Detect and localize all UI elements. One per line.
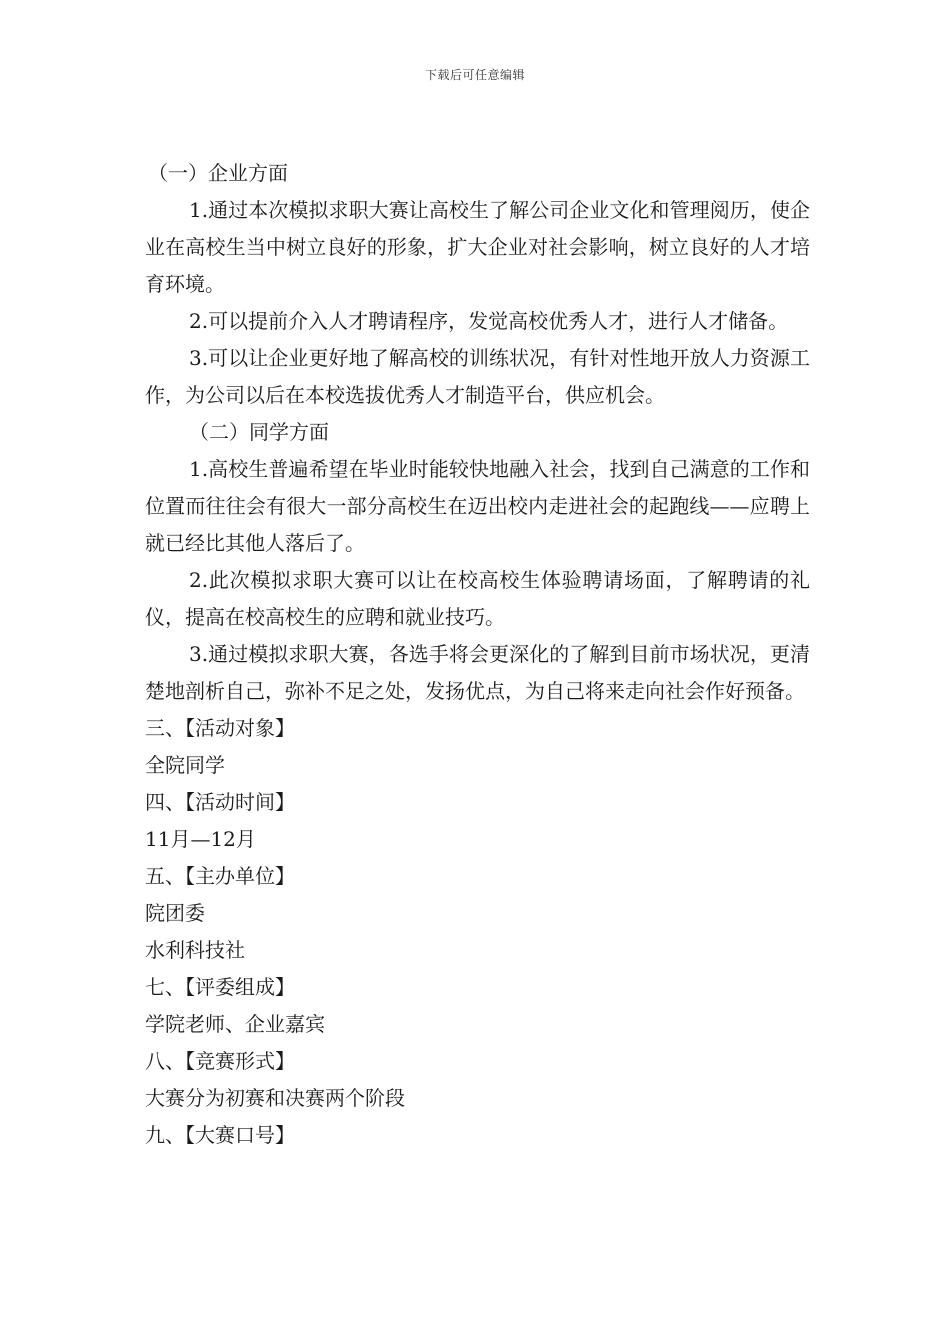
paragraph-enterprise-1: 1.通过本次模拟求职大赛让高校生了解公司企业文化和管理阅历，使企业在高校生当中树立良好的形象，扩大企业对社会影响，树立良好的人才培育环境。 [145, 198, 810, 296]
section-heading-student: （二）同学方面 [189, 420, 329, 444]
document-body [145, 155, 810, 1154]
heading-activity-target: 三、【活动对象】 [145, 716, 295, 740]
section-heading-enterprise: （一）企业方面 [148, 161, 288, 185]
paragraph-student-2: 2.此次模拟求职大赛可以让在校高校生体验聘请场面，了解聘请的礼仪，提高在校高校生的应聘和就业技巧。 [145, 568, 810, 629]
heading-activity-time: 四、【活动时间】 [145, 790, 295, 814]
heading-slogan: 九、【大赛口号】 [145, 1123, 295, 1147]
heading-competition-format: 八、【竞赛形式】 [145, 1049, 295, 1073]
page-header-note: 下载后可任意编辑 [424, 68, 525, 82]
value-host-unit-1: 院团委 [145, 901, 205, 925]
paragraph-student-1: 1.高校生普遍希望在毕业时能较快地融入社会，找到自己满意的工作和位置而往往会有很大一部分高校生在迈出校内走进社会的起跑线——应聘上就已经比其他人落后了。 [145, 457, 810, 555]
paragraph-enterprise-3: 3.可以让企业更好地了解高校的训练状况，有针对性地开放人力资源工作，为公司以后在本校选拔优秀人才制造平台，供应机会。 [145, 346, 810, 407]
value-host-unit-2: 水利科技社 [145, 938, 245, 962]
heading-host-unit: 五、【主办单位】 [145, 864, 295, 888]
value-competition-format: 大赛分为初赛和决赛两个阶段 [145, 1086, 405, 1110]
paragraph-student-3: 3.通过模拟求职大赛，各选手将会更深化的了解到目前市场状况，更清楚地剖析自己，弥补不足之处，发扬优点，为自己将来走向社会作好预备。 [145, 642, 810, 703]
value-activity-time: 11月—12月 [145, 827, 256, 851]
value-judges: 学院老师、企业嘉宾 [145, 1012, 325, 1036]
paragraph-enterprise-2: 2.可以提前介入人才聘请程序，发觉高校优秀人才，进行人才储备。 [189, 309, 789, 333]
value-activity-target: 全院同学 [145, 753, 225, 777]
heading-judges: 七、【评委组成】 [145, 975, 295, 999]
